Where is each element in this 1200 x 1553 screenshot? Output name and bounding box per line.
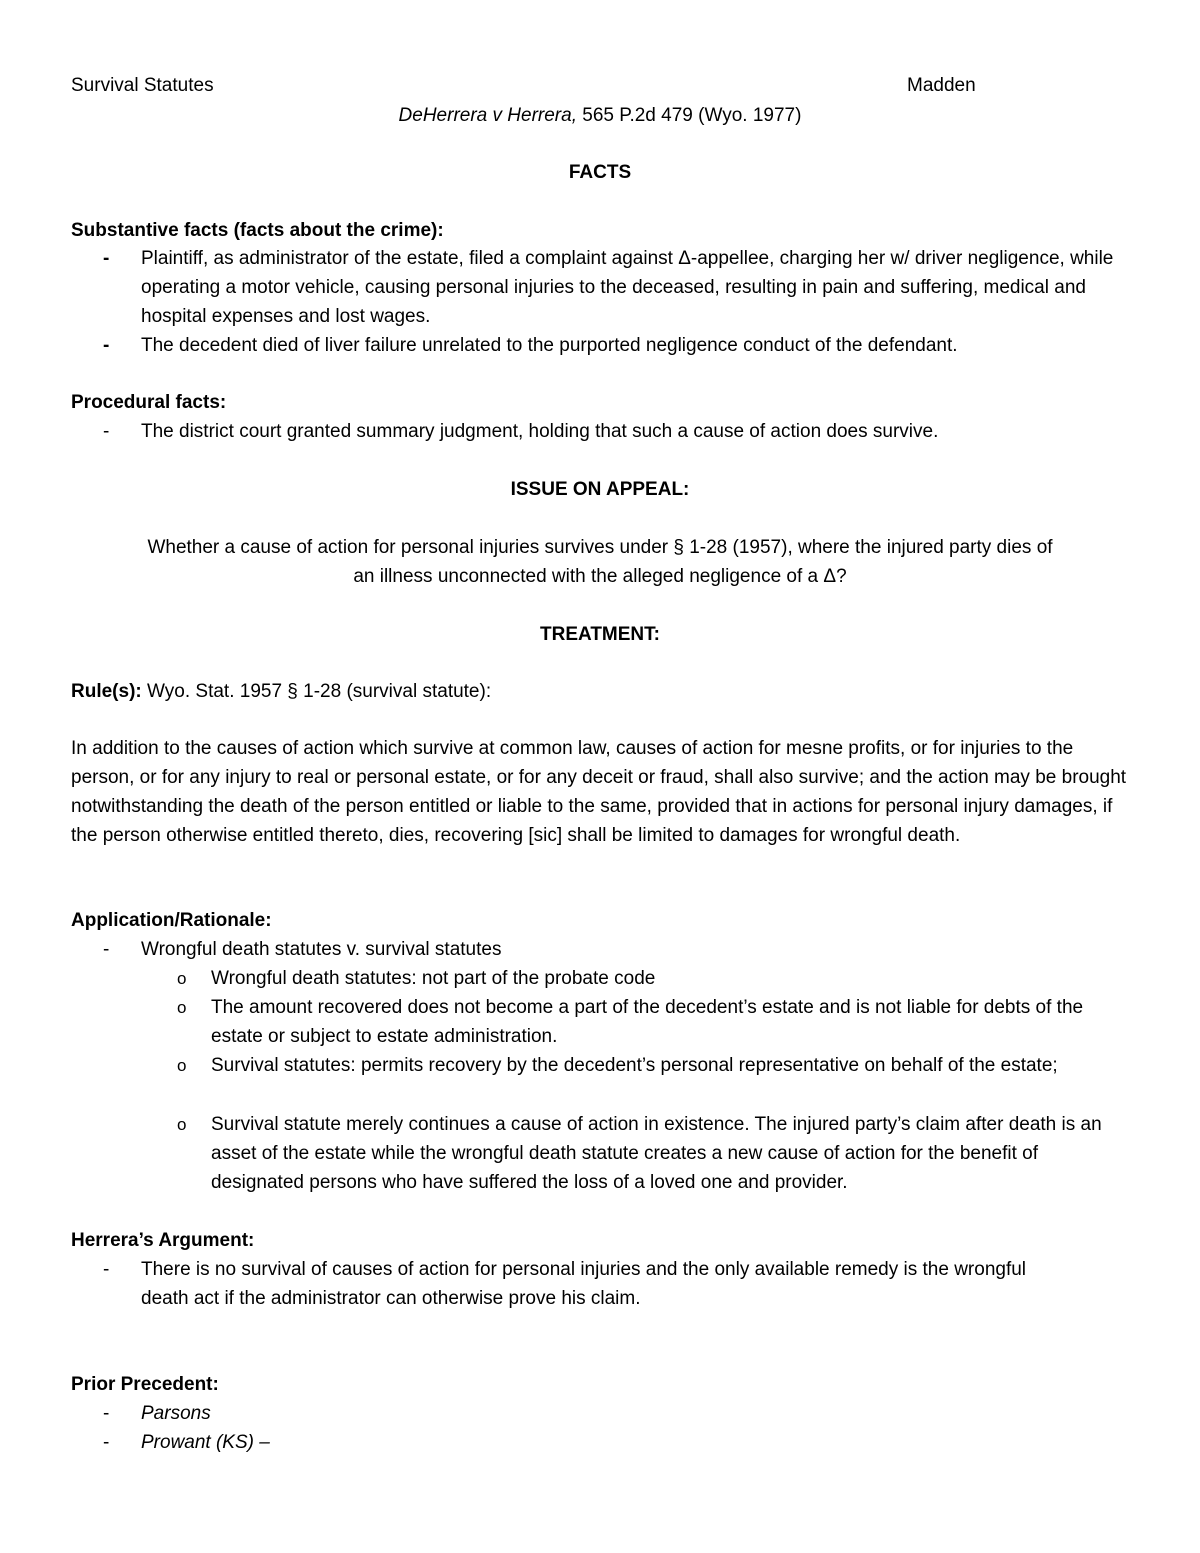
procedural-fact-item: The district court granted summary judgment, holding that such a cause of action does survive. xyxy=(141,421,939,442)
treatment-heading: TREATMENT: xyxy=(540,624,660,645)
bullet-dash: - xyxy=(103,939,110,960)
substantive-facts-heading: Substantive facts (facts about the crime): xyxy=(71,220,444,241)
issue-text-line-1: Whether a cause of action for personal injuries survives under § 1-28 (1957), where the injured party dies of xyxy=(147,537,1053,558)
procedural-facts-heading: Procedural facts: xyxy=(71,392,227,413)
statute-text: In addition to the causes of action which survive at common law, causes of action for mesne profits, or for injuries to the person, or for any injury to real or personal estate, or for any deceit or fraud, shall also survive; and the action may be brought notwithstanding the death of the person entitled or liable to the same, provided that in actions for personal injury damages, if the person otherwise entitled thereto, dies, recovering [sic] shall be limited to damages for wrongful death. xyxy=(71,738,1127,846)
facts-heading: FACTS xyxy=(568,162,632,183)
application-subitem: Survival statutes: permits recovery by the decedent’s personal representative on behalf of the estate; xyxy=(211,1055,1058,1076)
argument-item: There is no survival of causes of action for personal injuries and the only available remedy is the wrongful death act if the administrator can otherwise prove his claim. xyxy=(141,1259,1027,1309)
argument-heading: Herrera’s Argument: xyxy=(71,1230,255,1251)
header-author: Madden xyxy=(907,75,976,96)
bullet-dash: - xyxy=(103,335,110,356)
bullet-dash: - xyxy=(103,1403,110,1424)
bullet-circle: o xyxy=(177,1056,187,1075)
application-item: Wrongful death statutes v. survival statutes xyxy=(141,939,502,960)
bullet-dash: - xyxy=(103,1432,110,1453)
precedent-heading: Prior Precedent: xyxy=(71,1374,219,1395)
rule-line xyxy=(71,677,491,706)
precedent-item: Prowant (KS) – xyxy=(141,1432,270,1453)
application-subitem: Wrongful death statutes: not part of the probate code xyxy=(211,968,656,989)
application-subitem: The amount recovered does not become a part of the decedent’s estate and is not liable for debts of the estate or subject to estate administration. xyxy=(211,997,1084,1047)
issue-heading: ISSUE ON APPEAL: xyxy=(510,479,690,500)
application-subitem: Survival statute merely continues a cause of action in existence. The injured party’s claim after death is an asset of the estate while the wrongful death statute creates a new cause of action for the benefit of designated persons who have suffered the loss of a loved one and provider. xyxy=(211,1114,1102,1193)
rule-text: Wyo. Stat. 1957 § 1-28 (survival statute): xyxy=(141,681,492,702)
bullet-circle: o xyxy=(177,998,187,1017)
case-citation xyxy=(0,101,1200,130)
case-name: DeHerrera v Herrera, xyxy=(398,105,577,126)
bullet-circle: o xyxy=(177,1115,187,1134)
bullet-dash: - xyxy=(103,1259,110,1280)
rule-label: Rule(s): xyxy=(71,681,142,702)
substantive-fact-item: The decedent died of liver failure unrelated to the purported negligence conduct of the defendant. xyxy=(141,335,958,356)
issue-text-line-2: an illness unconnected with the alleged negligence of a Δ? xyxy=(353,566,847,587)
bullet-circle: o xyxy=(177,969,187,988)
application-heading: Application/Rationale: xyxy=(71,910,272,931)
case-reporter: 565 P.2d 479 (Wyo. 1977) xyxy=(576,105,802,126)
substantive-fact-item: Plaintiff, as administrator of the estate, filed a complaint against Δ-appellee, charging her w/ driver negligence, while operating a motor vehicle, causing personal injuries to the deceased, resulting in pain and suffering, medical and hospital expenses and lost wages. xyxy=(141,248,1114,327)
precedent-item: Parsons xyxy=(141,1403,211,1424)
bullet-dash: - xyxy=(103,248,110,269)
bullet-dash: - xyxy=(103,421,110,442)
header-title: Survival Statutes xyxy=(71,75,214,96)
